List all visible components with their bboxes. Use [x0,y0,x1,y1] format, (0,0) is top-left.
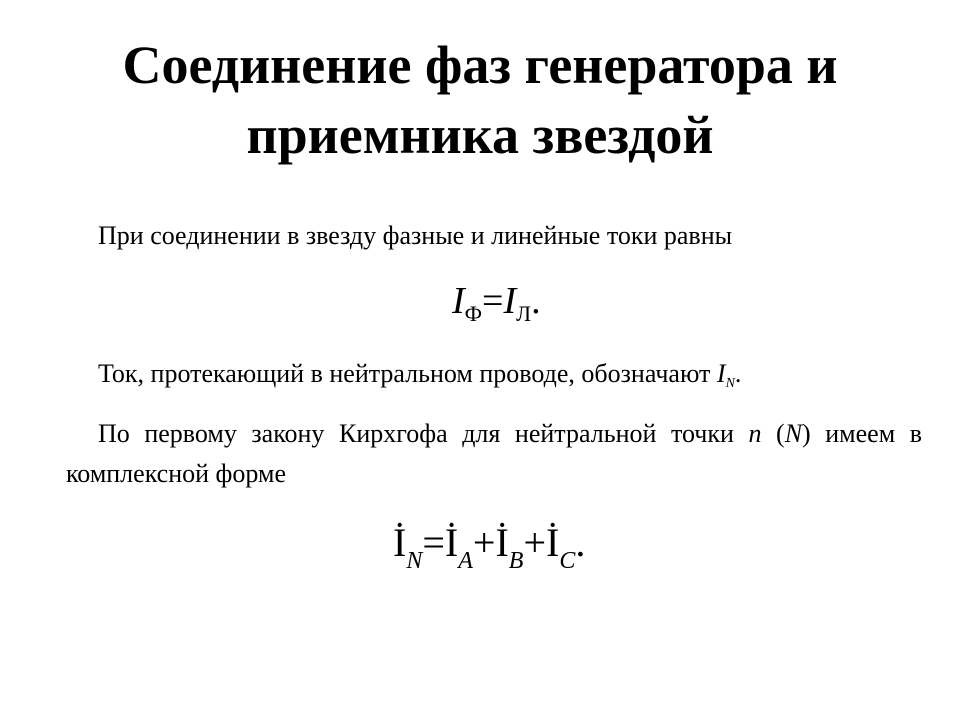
plus-sign-2: + [523,520,547,565]
neutral-point-N: N [784,419,803,448]
paragraph-kirchhoff-law [66,414,922,494]
line-subscript: Л [516,301,532,326]
title-line-2: приемника звездой [246,105,714,165]
formula-end-period: . [531,280,541,322]
subscript-b: B [508,548,524,574]
subscript-n: N [406,548,423,574]
neutral-current-symbol: I [716,359,726,388]
plus-sign-1: + [472,520,496,565]
equals-sign: = [482,280,504,322]
kirchhoff-text-3: ) имеем в комплексной форме [66,419,922,488]
neutral-current-subscript: N [725,376,735,391]
paragraph-end-period: . [734,359,742,388]
subscript-c: C [559,548,576,574]
phase-current-symbol: I [452,280,465,322]
current-symbol-a: İ [444,520,459,565]
current-symbol-c: İ [546,520,560,565]
line-current-symbol: I [503,280,517,322]
formula-end-period-2: . [575,520,586,565]
neutral-current-text: Ток, протекающий в нейтральном проводе, обозначают [98,359,717,388]
paragraph-neutral-current [98,354,741,404]
equals-sign-2: = [422,520,445,565]
paragraph-phase-line-currents: При соединении в звезду фазные и линейные токи равны [98,221,733,250]
neutral-point-n: n [748,419,762,448]
subscript-a: A [458,548,473,574]
kirchhoff-text-2: ( [761,419,785,448]
slide-title [0,30,960,170]
title-line-1: Соединение фаз генератора и [122,35,838,95]
phase-subscript: Ф [464,301,483,326]
current-symbol-b: İ [495,520,509,565]
current-symbol-n: İ [393,520,407,565]
kirchhoff-text-1: По первому закону Кирхгофа для нейтральной точки [98,419,749,448]
formula-kirchhoff-complex [393,515,585,589]
formula-phase-equals-line [452,276,541,339]
